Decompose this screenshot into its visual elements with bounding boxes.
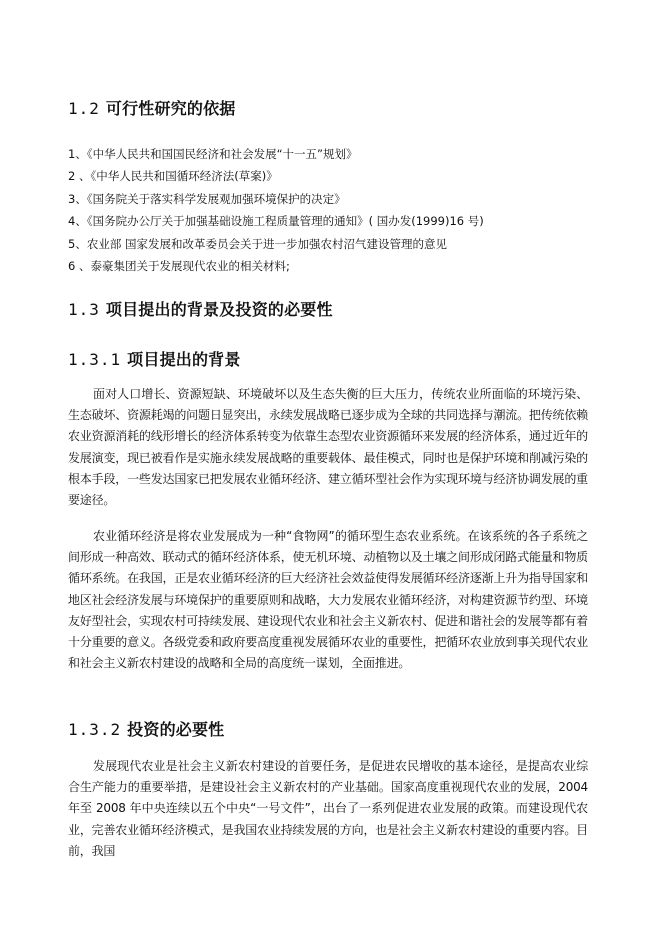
section-1-3-1-title: 项目提出的背景 — [127, 350, 241, 369]
background-paragraph-1: 面对人口增长、资源短缺、环境破坏以及生态失衡的巨大压力，传统农业所面临的环境污染、生态破坏、资源耗竭的问题日显突出，永续发展战略已逐步成为全球的共同选择与潮流。把传统依赖农业资源消耗的线形增长的经济体系转变为依靠生态型农业资源循环来发展的经济体系，通过近年的发展演变，现已被看作是实施永续发展战略的重要载体、最佳模式，同时也是保护环境和削减污染的根本手段，一些发达国家已把发展农业循环经济、建立循环型社会作为实现环境与经济协调发展的重要途径。 — [68, 387, 588, 508]
reference-item-6: 6 、泰豪集团关于发展现代农业的相关材料; — [68, 259, 290, 273]
reference-item-4: 4、《国务院办公厅关于加强基础设施工程质量管理的通知》( 国办发(1999)16 号) — [68, 214, 484, 228]
section-1-3-1-heading — [68, 347, 241, 370]
section-1-2-heading — [68, 96, 236, 119]
section-1-3-title: 项目提出的背景及投资的必要性 — [105, 300, 333, 319]
section-1-3-2-title: 投资的必要性 — [127, 720, 225, 739]
necessity-paragraph-1: 发展现代农业是社会主义新农村建设的首要任务，是促进农民增收的基本途径，是提高农业综合生产能力的重要举措，是建设社会主义新农村的产业基础。国家高度重视现代农业的发展，2004 年至 2008 年中央连续以五个中央“一号文件”，出台了一系列促进农业发展的政策。而建设现代农业，完善农业循环经济模式，是我国农业持续发展的方向，也是社会主义新农村建设的重要内容。目前，我国 — [68, 759, 588, 858]
section-1-2-number: 1.2 — [68, 99, 100, 118]
section-1-3-2-heading — [68, 717, 224, 740]
section-1-3-1-number: 1.3.1 — [68, 350, 122, 369]
reference-item-1: 1、《中华人民共和国国民经济和社会发展“十一五”规划》 — [68, 147, 358, 161]
reference-item-5: 5、农业部 国家发展和改革委员会关于进一步加强农村沼气建设管理的意见 — [68, 237, 447, 251]
section-1-2-title: 可行性研究的依据 — [105, 99, 236, 118]
reference-item-2: 2 、《中华人民共和国循环经济法(草案)》 — [68, 169, 278, 183]
reference-item-3: 3、《国务院关于落实科学发展观加强环境保护的决定》 — [68, 192, 346, 206]
background-paragraph-2: 农业循环经济是将农业发展成为一种“食物网”的循环型生态农业系统。在该系统的各子系统之间形成一种高效、联动式的循环经济体系，使无机环境、动植物以及土壤之间形成闭路式能量和物质循环系统。在我国，正是农业循环经济的巨大经济社会效益使得发展循环经济逐渐上升为指导国家和地区社会经济发展与环境保护的重要原则和战略，大力发展农业循环经济，对构建资源节约型、环境友好型社会，实现农村可持续发展、建设现代农业和社会主义新农村、促进和谐社会的发展等都有着十分重要的意义。各级党委和政府要高度重视发展循环农业的重要性，把循环农业放到事关现代农业和社会主义新农村建设的战略和全局的高度统一谋划，全面推进。 — [68, 529, 588, 671]
section-1-3-2-number: 1.3.2 — [68, 720, 122, 739]
section-1-3-heading — [68, 297, 333, 320]
section-1-3-number: 1.3 — [68, 300, 100, 319]
